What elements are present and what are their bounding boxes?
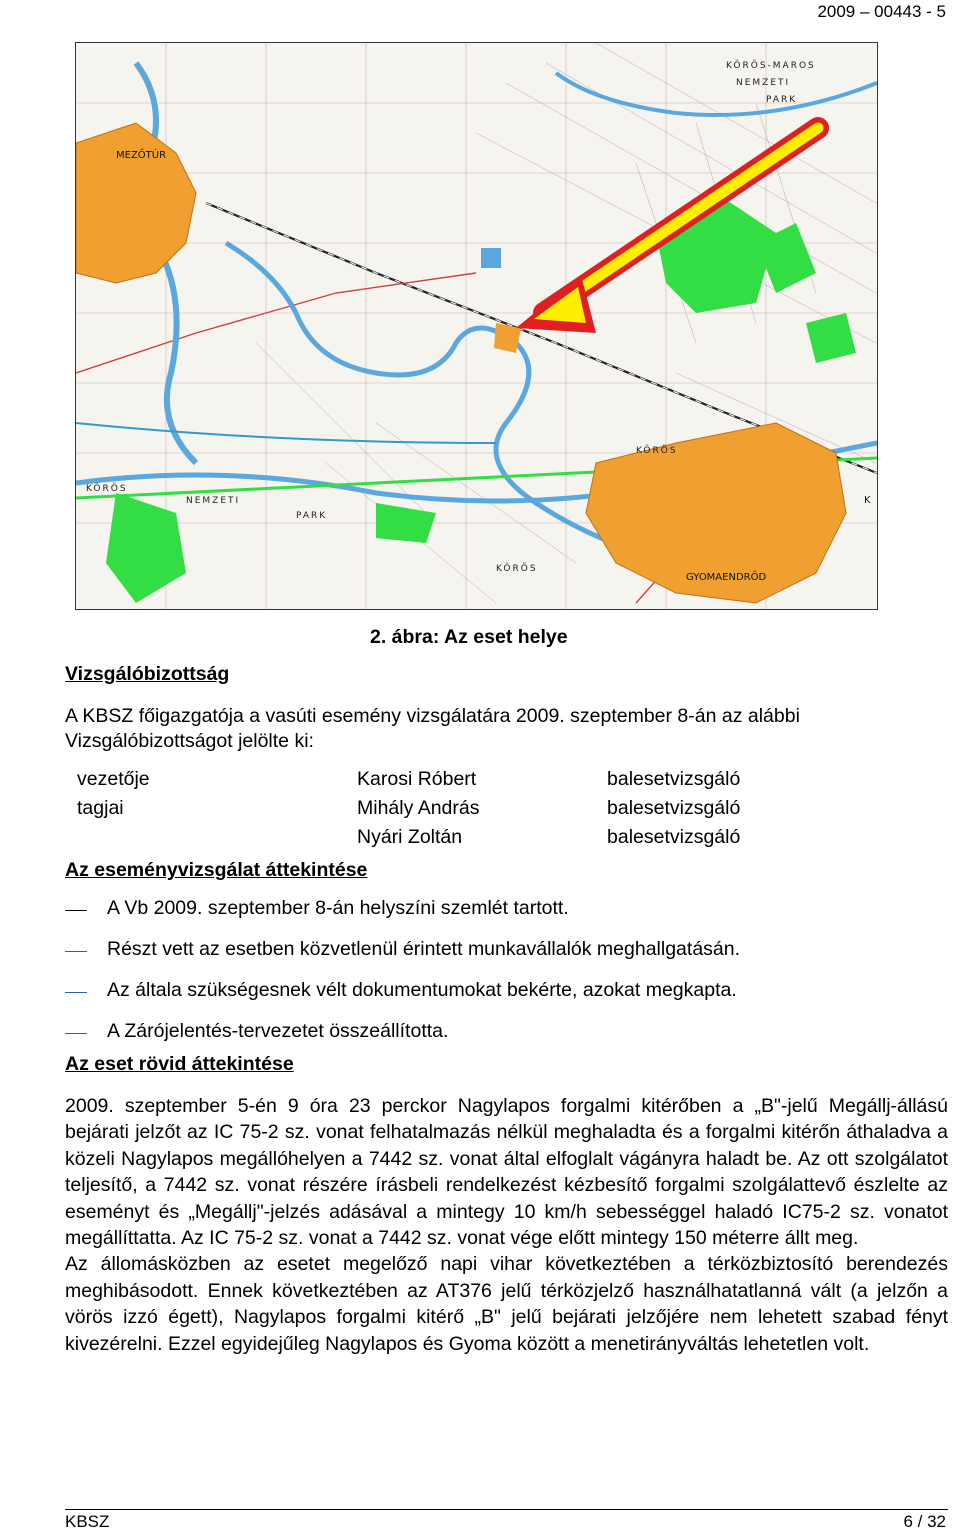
summary-body bbox=[65, 1093, 948, 1357]
dash-marker bbox=[65, 1033, 87, 1034]
list-item-text: A Zárójelentés-tervezetet összeállította. bbox=[107, 1020, 449, 1042]
committee-role: vezetője bbox=[77, 768, 150, 790]
map-label-nemzeti-left: NEMZETI bbox=[186, 496, 241, 506]
committee-title: balesetvizsgáló bbox=[607, 826, 741, 848]
committee-title: balesetvizsgáló bbox=[607, 797, 741, 819]
footer-divider bbox=[65, 1509, 948, 1510]
summary-paragraph: 2009. szeptember 5-én 9 óra 23 perckor Nagylapos forgalmi kitérőben a „B"-jelű Megállj-állású bejárati jelzőt az IC 75-2 sz. vonat felhatalmazás nélkül meghaladta és a forgalmi kitérőn áthaladva a közeli Nagylapos megállóhelyen a 7442 sz. vonat által elfoglalt vágányra haladt be. Az ott szolgálatot teljesítő, a 7442 sz. vonat részére írásbeli rendelkezést kézbesítő forgalmi szolgálattevő észlelte az eseményt és „Megállj"-jelzés adásával a mintegy 10 km/h sebességgel haladó IC75-2 sz. vonatot megállíttatta. Az IC 75-2 sz. vonat a 7442 sz. vonat vége előtt mintegy 150 méterre állt meg. bbox=[65, 1095, 948, 1250]
summary-paragraph: Az állomásközben az esetet megelőző napi vihar következtében a térközbiztosító berendezés meghibásodott. Ennek következtében az AT376 jelű térközjelző használhatatlanná vált (a jelzőn a vörös izzó égett), Nagylapos forgalmi kitérő „B" jelű bejárati jelzőjére nem lehetett szabad fényt kivezérelni. Ezzel egyidejűleg Nagylapos és Gyoma között a menetirányváltás lehetetlen volt. bbox=[65, 1253, 948, 1355]
dash-marker bbox=[65, 951, 87, 952]
heading-summary: Az eset rövid áttekintése bbox=[65, 1053, 294, 1075]
list-item-text: Az általa szükségesnek vélt dokumentumokat bekérte, azokat megkapta. bbox=[107, 979, 737, 1001]
list-item bbox=[65, 897, 955, 938]
committee-name: Mihály András bbox=[357, 797, 480, 819]
map-canvas bbox=[76, 43, 877, 609]
location-map bbox=[75, 42, 878, 610]
dash-marker bbox=[65, 992, 87, 993]
map-label-k: K bbox=[864, 495, 871, 506]
dash-marker bbox=[65, 910, 87, 911]
footer-org: KBSZ bbox=[65, 1512, 110, 1531]
list-item bbox=[65, 979, 955, 1020]
committee-title: balesetvizsgáló bbox=[607, 768, 741, 790]
committee-name: Nyári Zoltán bbox=[357, 826, 463, 848]
overview-list bbox=[65, 897, 955, 1061]
map-label-koros-river: KÖRÖS bbox=[636, 446, 678, 456]
committee-row bbox=[77, 797, 817, 826]
map-label-park: PARK bbox=[766, 95, 798, 105]
list-item bbox=[65, 938, 955, 979]
map-label-koros-maros: KÖRÖS-MAROS bbox=[726, 61, 816, 71]
map-label-gyomaendrod: GYOMAENDRŐD bbox=[686, 572, 767, 583]
heading-committee: Vizsgálóbizottság bbox=[65, 663, 230, 685]
committee-intro: A KBSZ főigazgatója a vasúti esemény vizsgálatára 2009. szeptember 8-án az alábbi Vizsgálóbizottságot jelölte ki: bbox=[65, 705, 800, 752]
map-label-nemzeti: NEMZETI bbox=[736, 78, 791, 88]
map-label-koros-bottom: KÖRÖS bbox=[496, 564, 538, 574]
committee-table bbox=[77, 768, 817, 855]
footer-page-number: 6 / 32 bbox=[903, 1512, 946, 1531]
map-label-park-left: PARK bbox=[296, 511, 328, 521]
committee-role: tagjai bbox=[77, 797, 124, 819]
committee-row bbox=[77, 826, 817, 855]
pond bbox=[481, 248, 501, 268]
map-label-mezotur: MEZŐTÚR bbox=[116, 150, 167, 161]
list-item-text: Részt vett az esetben közvetlenül érintett munkavállalók meghallgatásán. bbox=[107, 938, 741, 960]
committee-row bbox=[77, 768, 817, 797]
figure-caption: 2. ábra: Az eset helye bbox=[370, 626, 568, 648]
map-label-koros-left: KÖRÖS bbox=[86, 484, 128, 494]
list-item-text: A Vb 2009. szeptember 8-án helyszíni szemlét tartott. bbox=[107, 897, 569, 919]
header-reference: 2009 – 00443 - 5 bbox=[817, 2, 946, 21]
heading-overview: Az eseményvizsgálat áttekintése bbox=[65, 859, 368, 881]
committee-name: Karosi Róbert bbox=[357, 768, 477, 790]
